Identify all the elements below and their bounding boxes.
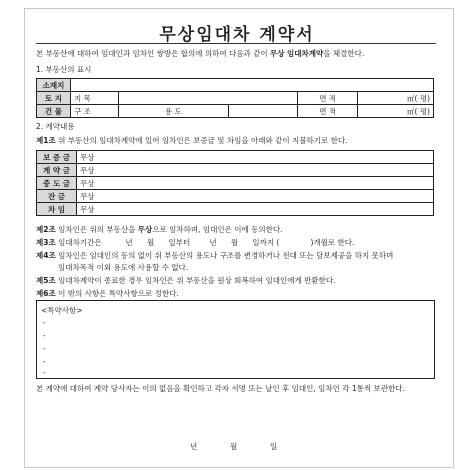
article-5	[36, 275, 336, 286]
table-row	[37, 190, 434, 203]
date-month: 월	[230, 442, 238, 451]
building-use-label: 용 도	[118, 105, 228, 118]
section1-heading: 1. 부동산의 표시	[36, 65, 92, 74]
intro-line	[36, 48, 364, 59]
date-day: 일	[270, 442, 278, 451]
article-4-text: 임차인은 임대인의 동의 없이 위 부동산의 용도나 구조를 변경하거나 전대 또는 담보제공을 하지 못하며	[55, 251, 394, 260]
article-6-label: 제6조	[36, 289, 56, 298]
special-terms-bullet: -	[43, 318, 46, 327]
article-5-label: 제5조	[36, 276, 56, 285]
article-4	[36, 250, 393, 261]
location-value	[70, 79, 433, 92]
intro-bold: 무상 임대차계약	[269, 49, 324, 58]
property-table	[36, 78, 434, 118]
table-row	[37, 105, 434, 118]
rent-value: 무상	[77, 203, 434, 216]
payment-table	[36, 150, 434, 216]
table-row	[37, 164, 434, 177]
article-3	[36, 237, 354, 248]
special-terms-bullet: -	[43, 331, 46, 340]
article-4-label: 제4조	[36, 251, 56, 260]
land-category-value	[118, 92, 297, 105]
special-terms-bullet: -	[43, 344, 46, 353]
closing-statement: 본 계약에 대하여 계약 당사자는 이의 없음을 확인하고 각자 서명 또는 날인 후 임대인, 임차인 각 1통씩 보관한다.	[36, 384, 405, 393]
building-area-label: 면 적	[298, 105, 358, 118]
balance-head: 잔 금	[37, 190, 77, 203]
land-area-label: 면 적	[298, 92, 358, 105]
down-payment-head: 계 약 금	[37, 164, 77, 177]
deposit-head: 보 증 금	[37, 151, 77, 164]
special-terms-bullet: -	[43, 357, 46, 366]
special-terms-box[interactable]	[36, 300, 435, 379]
article-3-label: 제3조	[36, 238, 56, 247]
article-2-label: 제2조	[36, 225, 56, 234]
article-6	[36, 288, 179, 299]
table-row	[37, 177, 434, 190]
special-terms-bullet: -	[43, 368, 46, 377]
article-1-label: 제1조	[36, 136, 56, 145]
building-structure-label: 구 조	[70, 105, 118, 118]
land-area-value: ㎡( 평)	[358, 92, 434, 105]
section2-heading: 2. 계약내용	[36, 122, 75, 131]
article-2	[36, 224, 282, 235]
article-3-text: 임대차기간은 년 월 일부터 년 월 일까지 ( )개월로 한다.	[55, 238, 355, 247]
intro-post: 을 체결한다.	[323, 49, 365, 58]
document-title: 무상임대차 계약서	[159, 25, 315, 45]
table-row	[37, 92, 434, 105]
location-head: 소재지	[37, 79, 71, 92]
interim-value: 무상	[77, 177, 434, 190]
down-payment-value: 무상	[77, 164, 434, 177]
land-head: 토 지	[37, 92, 71, 105]
article-1-text: 위 부동산의 임대차계약에 있어 임차인은 보증금 및 차임을 아래와 같이 지불하기로 한다.	[55, 136, 348, 145]
table-row	[37, 79, 434, 92]
article-2-bold: 무상	[137, 225, 153, 234]
title-underline	[36, 43, 436, 44]
land-category-label: 지 목	[70, 92, 118, 105]
date-year: 년	[190, 442, 198, 451]
article-6-text: 이 밖의 사항은 특약사항으로 정한다.	[55, 289, 179, 298]
article-1	[36, 135, 348, 146]
deposit-value: 무상	[77, 151, 434, 164]
table-row	[37, 151, 434, 164]
article-2-text: 임차인은 위의 부동산을	[55, 225, 138, 234]
article-2-rest: 으로 임차하며, 임대인은 이에 동의한다.	[152, 225, 283, 234]
building-use-value	[228, 105, 298, 118]
building-head: 건 물	[37, 105, 71, 118]
building-area-value: ㎡( 평)	[358, 105, 434, 118]
rent-head: 차 임	[37, 203, 77, 216]
article-4-continued: 임대차목적 이외 용도에 사용할 수 없다.	[58, 263, 189, 272]
intro-pre: 본 부동산에 대하여 임대인과 임차인 쌍방은 합의에 의하여 다음과 같이	[36, 49, 268, 58]
special-terms-heading: <특약사항>	[41, 306, 83, 315]
balance-value: 무상	[77, 190, 434, 203]
table-row	[37, 203, 434, 216]
article-5-text: 임대차계약이 종료한 경우 임차인은 위 부동산을 원상 회복하여 임대인에게 반환한다.	[55, 276, 336, 285]
interim-head: 중 도 금	[37, 177, 77, 190]
